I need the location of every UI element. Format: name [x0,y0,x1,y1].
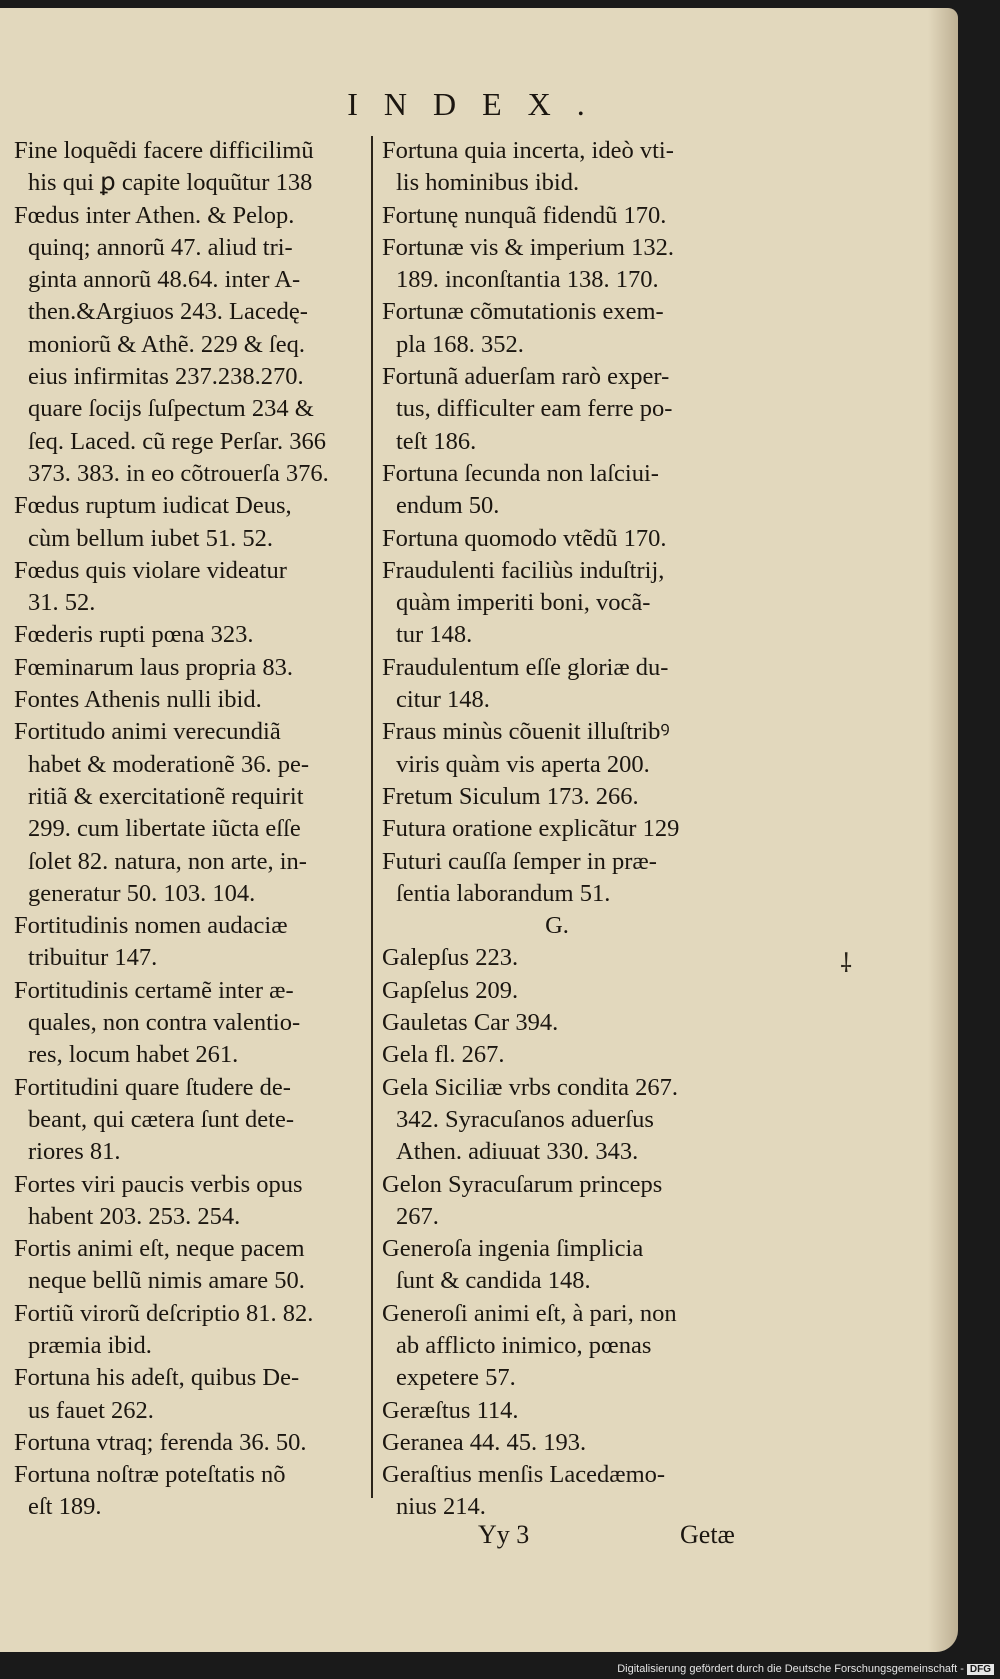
index-entry-continuation: tus, difficulter eam ferre po- [396,395,673,423]
index-entry: Geraſtius menſis Lacedæmo- [382,1461,666,1489]
index-entry-continuation: beant, qui cætera ſunt dete- [28,1105,294,1133]
index-entry: Galepſus 223. [382,944,519,972]
index-entry: Fortitudo animi verecundiã [14,718,281,746]
catchword: Getæ [680,1520,735,1549]
index-entry-continuation: 299. cum libertate iũcta eſſe [28,815,301,843]
index-entry: Fraudulentum eſſe gloriæ du- [382,653,669,681]
index-entry-continuation: ab afflicto inimico, pœnas [396,1331,652,1359]
index-entry-continuation: ſeq. Laced. cũ rege Perſar. 366 [28,427,326,455]
index-entry-continuation: habent 203. 253. 254. [28,1202,241,1230]
index-entry: Fraudulenti faciliùs induſtrij, [382,556,665,584]
index-entry: Generoſi animi eſt, à pari, non [382,1299,677,1327]
index-entry: Fœdus quis violare videatur [14,556,287,584]
index-entry-continuation: nius 214. [396,1493,486,1521]
index-entry-continuation: præmia ibid. [28,1331,152,1359]
index-entry-continuation: quales, non contra valentio- [28,1009,301,1037]
index-entry: Fortunæ vis & imperium 132. [382,233,674,261]
index-entry-continuation: quare ſocijs ſuſpectum 234 & [28,395,314,423]
index-entry-continuation: tribuitur 147. [28,944,158,972]
index-entry: Gela Siciliæ vrbs condita 267. [382,1073,678,1101]
index-entry-continuation: then.&Argiuos 243. Lacedę- [28,298,308,326]
index-entry: Fraus minùs cõuenit illuſtribꝰ [382,718,670,746]
page-edge-shadow [928,8,958,1652]
index-entry-continuation: viris quàm vis aperta 200. [396,750,650,778]
digitization-credit [617,1663,994,1675]
index-entry-continuation: moniorũ & Athẽ. 229 & ſeq. [28,330,305,358]
index-entry: Fortiũ virorũ deſcriptio 81. 82. [14,1299,314,1327]
index-entry-continuation: endum 50. [396,492,500,520]
margin-mark-icon: ⸸ [840,949,853,979]
index-entry: Fortes viri paucis verbis opus [14,1170,303,1198]
index-entry-continuation: eius infirmitas 237.238.270. [28,363,304,391]
index-entry-continuation: 373. 383. in eo cõtrouerſa 376. [28,459,329,487]
index-entry-continuation: teſt 186. [396,427,477,455]
index-entry: Fortuna quomodo vtẽdũ 170. [382,524,667,552]
index-entry: Generoſa ingenia ſimplicia [382,1235,644,1263]
dfg-logo: DFG [967,1664,994,1675]
index-entry-continuation: neque bellũ nimis amare 50. [28,1267,305,1295]
index-column-right [382,135,732,1524]
index-entry: Fortunæ cõmutationis exem- [382,298,664,326]
credit-text: Digitalisierung gefördert durch die Deutsche Forschungsgemeinschaft - [617,1663,964,1675]
index-entry-continuation: us fauet 262. [28,1396,154,1424]
index-entry: Fœderis rupti pœna 323. [14,621,254,649]
index-entry-continuation: citur 148. [396,686,490,714]
index-entry-continuation: Athen. adiuuat 330. 343. [396,1138,639,1166]
book-page [0,8,958,1652]
index-entry: Fortuna noſtræ poteſtatis nõ [14,1461,286,1489]
index-entry: Fortunę nunquã fidendũ 170. [382,201,667,229]
index-entry: Fortuna his adeſt, quibus De- [14,1364,300,1392]
signature-mark: Yy 3 [478,1520,530,1549]
index-entry-continuation: 189. inconſtantia 138. 170. [396,266,659,294]
index-entry-continuation: riores 81. [28,1138,121,1166]
section-letter: G. [545,912,569,940]
index-entry: Gela fl. 267. [382,1041,505,1069]
index-entry: Fontes Athenis nulli ibid. [14,686,262,714]
index-entry: Fortuna quia incerta, ideò vti- [382,137,674,164]
page-header: INDEX. [347,86,611,122]
index-entry: Fortis animi eſt, neque pacem [14,1235,305,1263]
index-entry: Gapſelus 209. [382,976,519,1004]
index-entry: Fœminarum laus propria 83. [14,653,293,681]
index-entry: Fortuna ſecunda non laſciui- [382,459,659,487]
index-entry-continuation: pla 168. 352. [396,330,524,358]
index-entry-continuation: his qui ꝑ capite loquũtur 138 [28,169,313,197]
index-entry: Fortuna vtraq; ferenda 36. 50. [14,1428,307,1456]
index-entry-continuation: ginta annorũ 48.64. inter A- [28,266,301,294]
index-entry: Fortunã aduerſam rarò exper- [382,363,670,391]
index-entry-continuation: lis hominibus ibid. [396,169,580,197]
index-entry: Geræſtus 114. [382,1396,519,1424]
index-entry: Gauletas Car 394. [382,1009,559,1037]
index-entry: Fine loquẽdi facere difficilimũ [14,137,314,164]
index-entry: Fœdus inter Athen. & Pelop. [14,201,295,229]
index-entry-continuation: 31. 52. [28,589,96,617]
index-entry-continuation: habet & moderationẽ 36. pe- [28,750,309,778]
index-entry: Gelon Syracuſarum princeps [382,1170,663,1198]
index-entry-continuation: quinq; annorũ 47. aliud tri- [28,233,293,261]
index-entry-continuation: generatur 50. 103. 104. [28,879,256,907]
index-entry: Futura oratione explicãtur 129 [382,815,680,843]
index-column-left [14,135,366,1524]
index-entry-continuation: 267. [396,1202,439,1230]
index-entry-continuation: ſentia laborandum 51. [396,879,611,907]
index-entry-continuation: ſolet 82. natura, non arte, in- [28,847,307,875]
index-entry-continuation: eſt 189. [28,1493,102,1521]
index-entry-continuation: res, locum habet 261. [28,1041,239,1069]
index-entry: Fortitudinis certamẽ inter æ- [14,976,294,1004]
index-entry: Geranea 44. 45. 193. [382,1428,587,1456]
index-entry: Fortitudini quare ſtudere de- [14,1073,291,1101]
index-entry: Fretum Siculum 173. 266. [382,782,639,810]
index-entry-continuation: expetere 57. [396,1364,516,1392]
column-rule [371,136,373,1498]
index-entry: Fortitudinis nomen audaciæ [14,912,288,940]
index-entry: Futuri cauſſa ſemper in præ- [382,847,657,875]
index-entry-continuation: ſunt & candida 148. [396,1267,591,1295]
index-entry-continuation: ritiã & exercitationẽ requirit [28,782,304,810]
index-entry-continuation: quàm imperiti boni, vocã- [396,589,651,617]
index-entry-continuation: tur 148. [396,621,473,649]
index-entry-continuation: cùm bellum iubet 51. 52. [28,524,273,552]
index-entry: Fœdus ruptum iudicat Deus, [14,492,292,520]
index-entry-continuation: 342. Syracuſanos aduerſus [396,1105,654,1133]
